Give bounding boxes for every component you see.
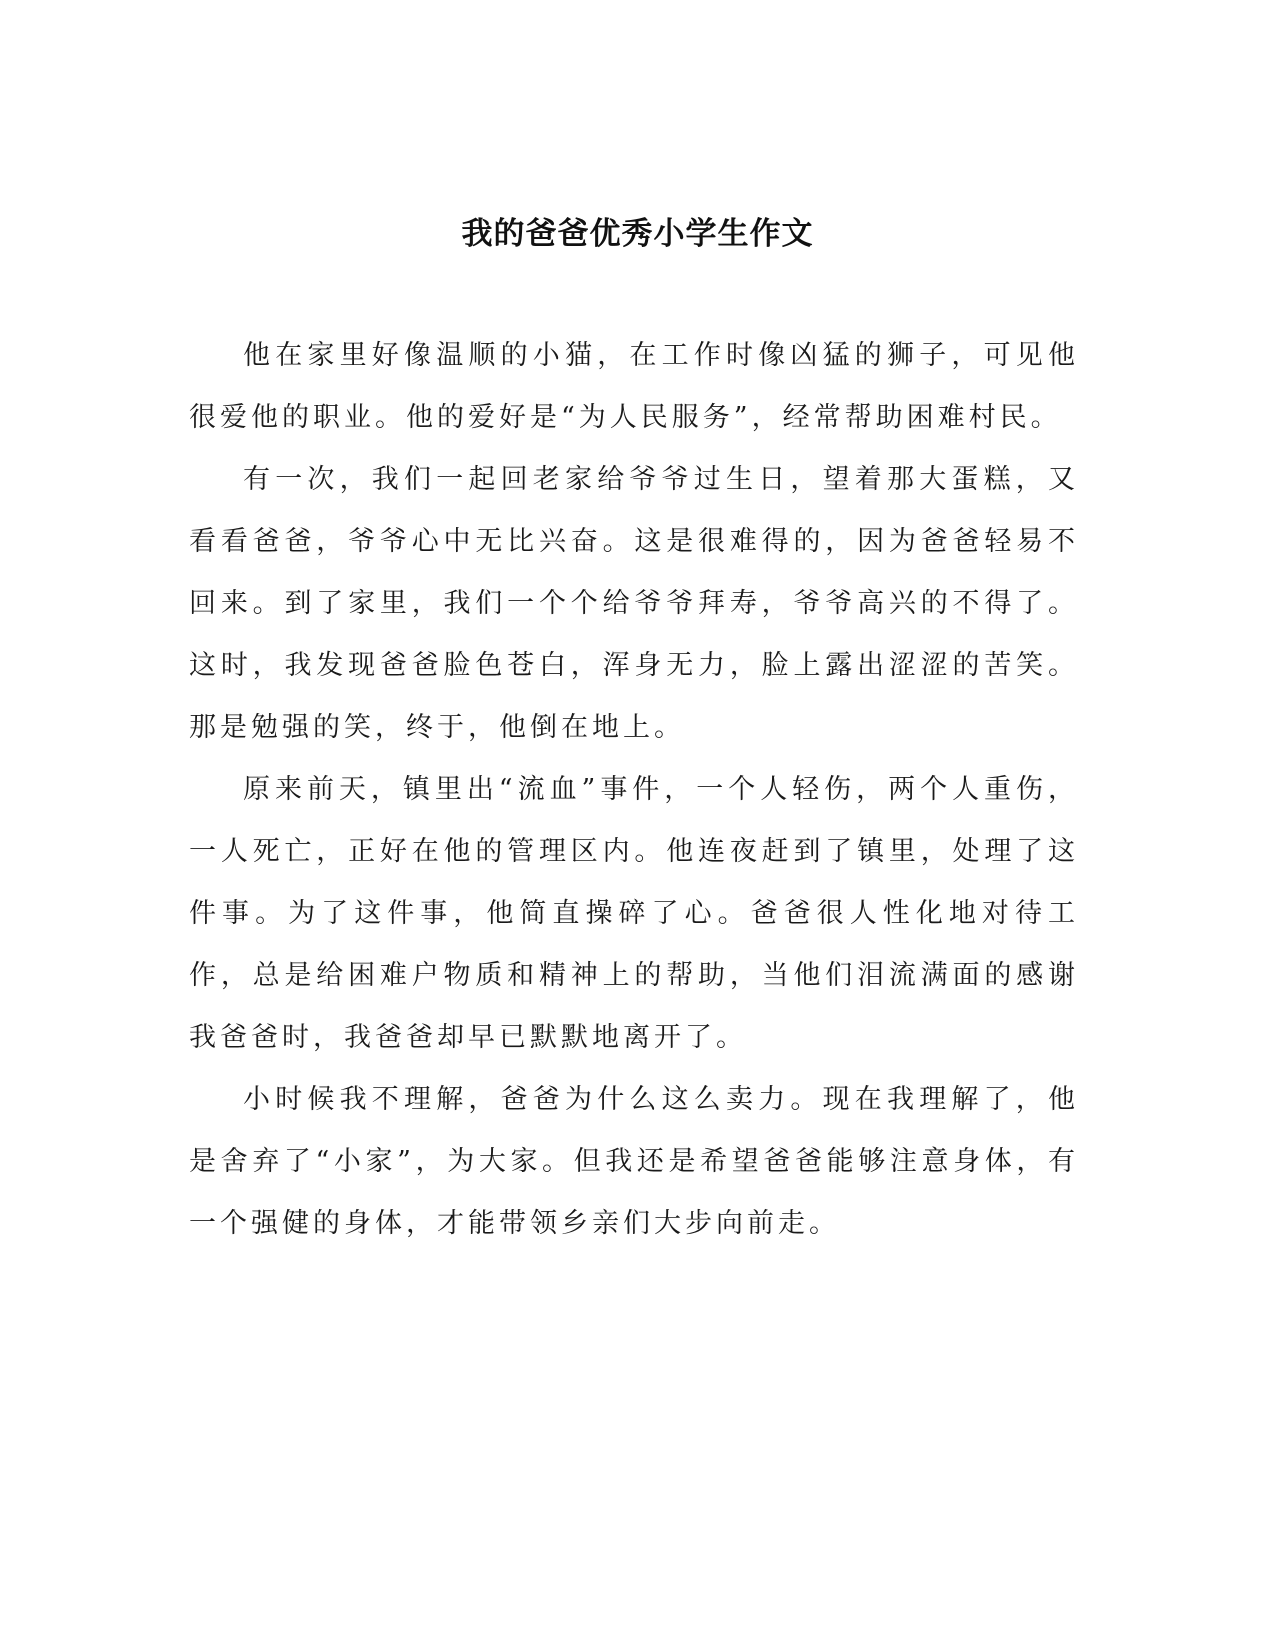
paragraph-2: 有一次，我们一起回老家给爷爷过生日，望着那大蛋糕，又看看爸爸，爷爷心中无比兴奋。这是很难得的，因为爸爸轻易不回来。到了家里，我们一个个给爷爷拜寿，爷爷高兴的不得了。这时，我发现爸爸脸色苍白，浑身无力，脸上露出涩涩的苦笑。那是勉强的笑，终于，他倒在地上。 [189, 464, 1079, 743]
paragraph-1: 他在家里好像温顺的小猫，在工作时像凶猛的狮子，可见他很爱他的职业。他的爱好是“为人民服务”，经常帮助困难村民。 [189, 340, 1079, 433]
document-title: 我的爸爸优秀小学生作文 [461, 216, 814, 252]
document-body [189, 325, 1079, 1255]
paragraph-3: 原来前天，镇里出“流血”事件，一个人轻伤，两个人重伤，一人死亡，正好在他的管理区内。他连夜赶到了镇里，处理了这件事。为了这件事，他简直操碎了心。爸爸很人性化地对待工作，总是给困难户物质和精神上的帮助，当他们泪流满面的感谢我爸爸时，我爸爸却早已默默地离开了。 [189, 774, 1079, 1053]
paragraph-4: 小时候我不理解，爸爸为什么这么卖力。现在我理解了，他是舍弃了“小家”，为大家。但我还是希望爸爸能够注意身体，有一个强健的身体，才能带领乡亲们大步向前走。 [189, 1084, 1079, 1239]
